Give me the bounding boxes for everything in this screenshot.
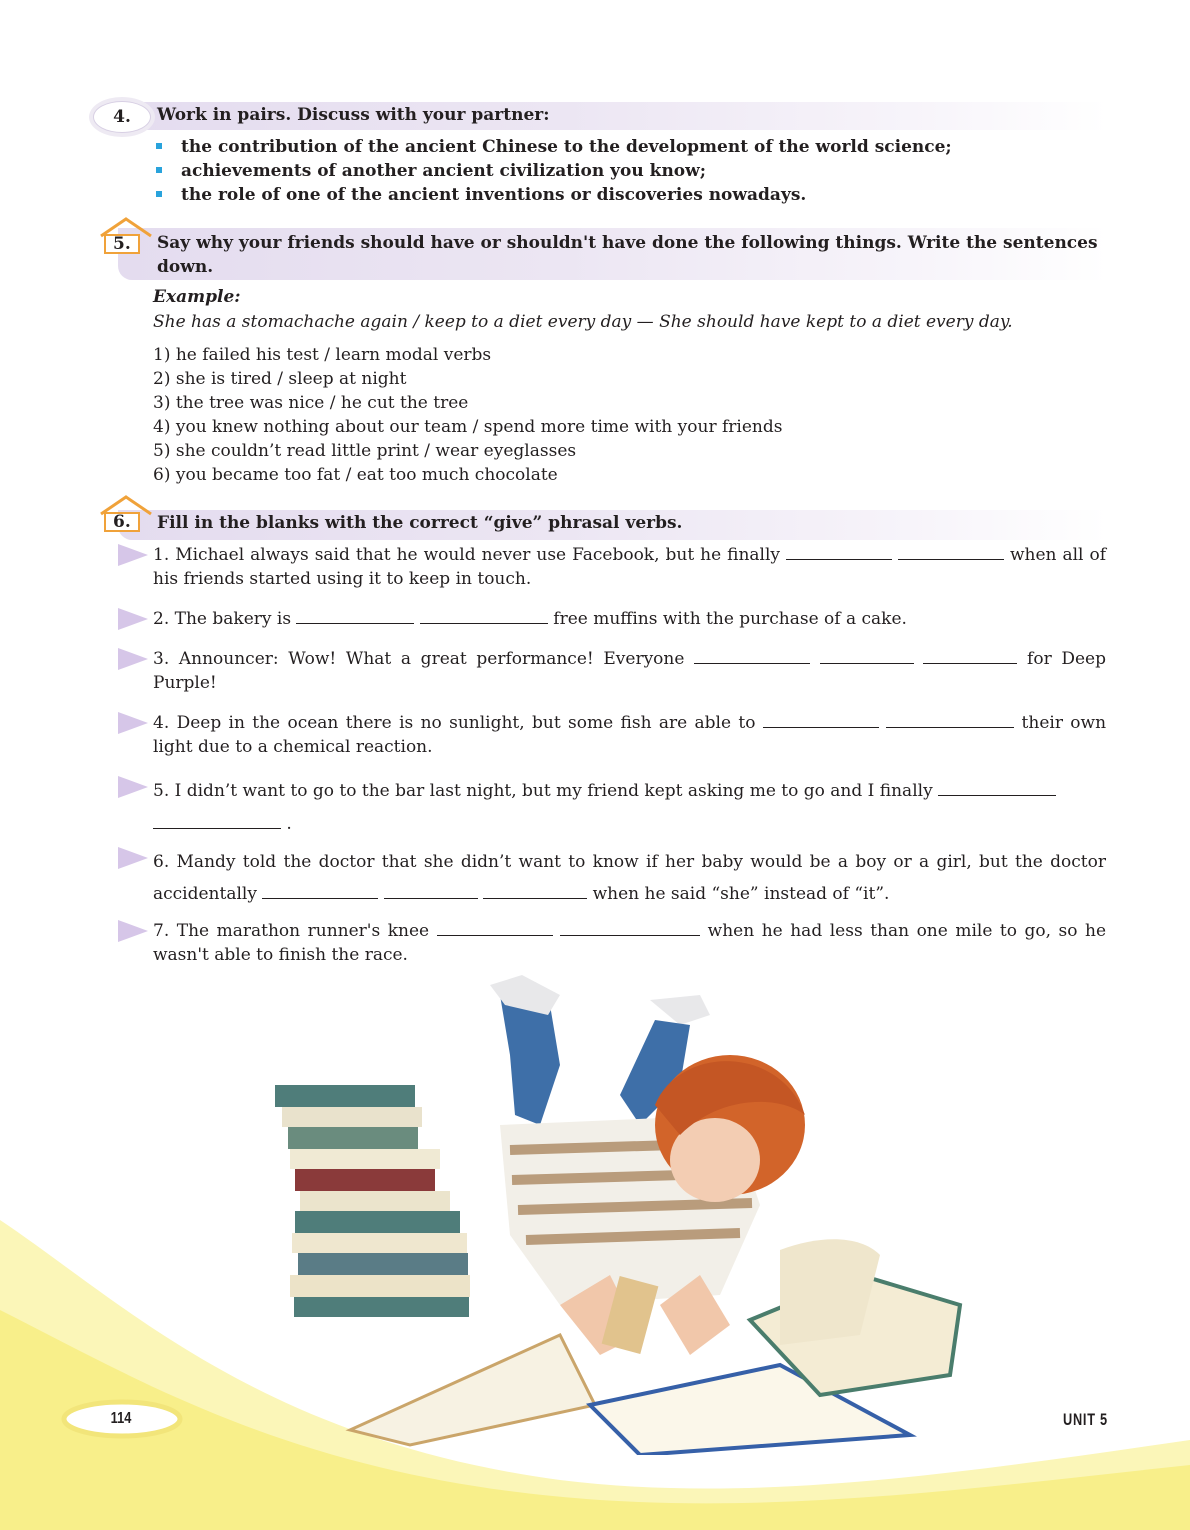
item-arrow-icon xyxy=(118,776,148,798)
blank-field[interactable] xyxy=(923,647,1017,664)
item-arrow-icon xyxy=(118,920,148,942)
item-arrow-icon xyxy=(118,544,148,566)
unit-label: UNIT 5 xyxy=(1063,1410,1108,1429)
blank-field[interactable] xyxy=(898,543,1004,560)
blank-field[interactable] xyxy=(483,882,587,899)
blank-field[interactable] xyxy=(560,919,700,936)
list-item: 3) the tree was nice / he cut the tree xyxy=(153,393,469,413)
example-label: Example: xyxy=(153,287,241,307)
task5-title: Say why your friends should have or shouldn't have done the following things. Write the sentences down. xyxy=(157,233,1098,277)
blank-field[interactable] xyxy=(420,607,548,624)
task4-bullet-list xyxy=(156,135,952,207)
item-arrow-icon xyxy=(118,608,148,630)
bullet-square-icon xyxy=(156,191,162,197)
item-arrow-icon xyxy=(118,847,148,869)
list-item: the role of one of the ancient inventions or discoveries nowadays. xyxy=(156,183,952,207)
list-item: 2) she is tired / sleep at night xyxy=(153,369,407,389)
task6-number: 6. xyxy=(113,512,131,532)
blank-field[interactable] xyxy=(938,779,1056,796)
item-arrow-icon xyxy=(118,712,148,734)
blank-field[interactable] xyxy=(153,812,281,829)
blank-field[interactable] xyxy=(763,711,879,728)
task4-title: Work in pairs. Discuss with your partner: xyxy=(157,105,550,125)
task5-number: 5. xyxy=(113,234,131,254)
task6-item-3: 3. Announcer: Wow! What a great performance! Everyone for Deep Purple! xyxy=(153,649,1106,693)
list-item: 4) you knew nothing about our team / spend more time with your friends xyxy=(153,417,783,437)
blank-field[interactable] xyxy=(437,919,553,936)
blank-field[interactable] xyxy=(694,647,810,664)
task4-number: 4. xyxy=(93,101,151,133)
blank-field[interactable] xyxy=(384,882,478,899)
item-arrow-icon xyxy=(118,648,148,670)
bullet-square-icon xyxy=(156,143,162,149)
page-number: 114 xyxy=(110,1410,132,1427)
task6-item-2: 2. The bakery is free muffins with the purchase of a cake. xyxy=(153,609,907,629)
task6-title: Fill in the blanks with the correct “give” phrasal verbs. xyxy=(157,513,683,533)
task6-item-4: 4. Deep in the ocean there is no sunlight, but some fish are able to their own light due to a chemical reaction. xyxy=(153,713,1107,757)
list-item: 5) she couldn’t read little print / wear eyeglasses xyxy=(153,441,577,461)
example-text: She has a stomachache again / keep to a diet every day — She should have kept to a diet every day. xyxy=(153,312,1013,332)
list-item: 6) you became too fat / eat too much chocolate xyxy=(153,465,558,485)
blank-field[interactable] xyxy=(886,711,1014,728)
blank-field[interactable] xyxy=(296,607,414,624)
blank-field[interactable] xyxy=(262,882,378,899)
blank-field[interactable] xyxy=(786,543,892,560)
task6-item-5: 5. I didn’t want to go to the bar last night, but my friend kept asking me to go and I finally . xyxy=(153,775,1106,841)
list-item: the contribution of the ancient Chinese to the development of the world science; xyxy=(156,135,952,159)
bullet-square-icon xyxy=(156,167,162,173)
task6-item-7: 7. The marathon runner's knee when he had less than one mile to go, so he wasn't able to finish the race. xyxy=(153,921,1107,965)
girl-reading-photo xyxy=(260,975,980,1455)
task6-item-1: 1. Michael always said that he would never use Facebook, but he finally when all of his friends started using it to keep in touch. xyxy=(153,545,1106,589)
list-item: 1) he failed his test / learn modal verbs xyxy=(153,345,492,365)
task6-item-6: 6. Mandy told the doctor that she didn’t want to know if her baby would be a boy or a girl, but the doctor accidentally when he said “she” instead of “it”. xyxy=(153,852,1106,904)
task5-list xyxy=(153,343,782,487)
blank-field[interactable] xyxy=(820,647,914,664)
book-stack-icon xyxy=(275,1085,470,1317)
list-item: achievements of another ancient civilization you know; xyxy=(156,159,952,183)
